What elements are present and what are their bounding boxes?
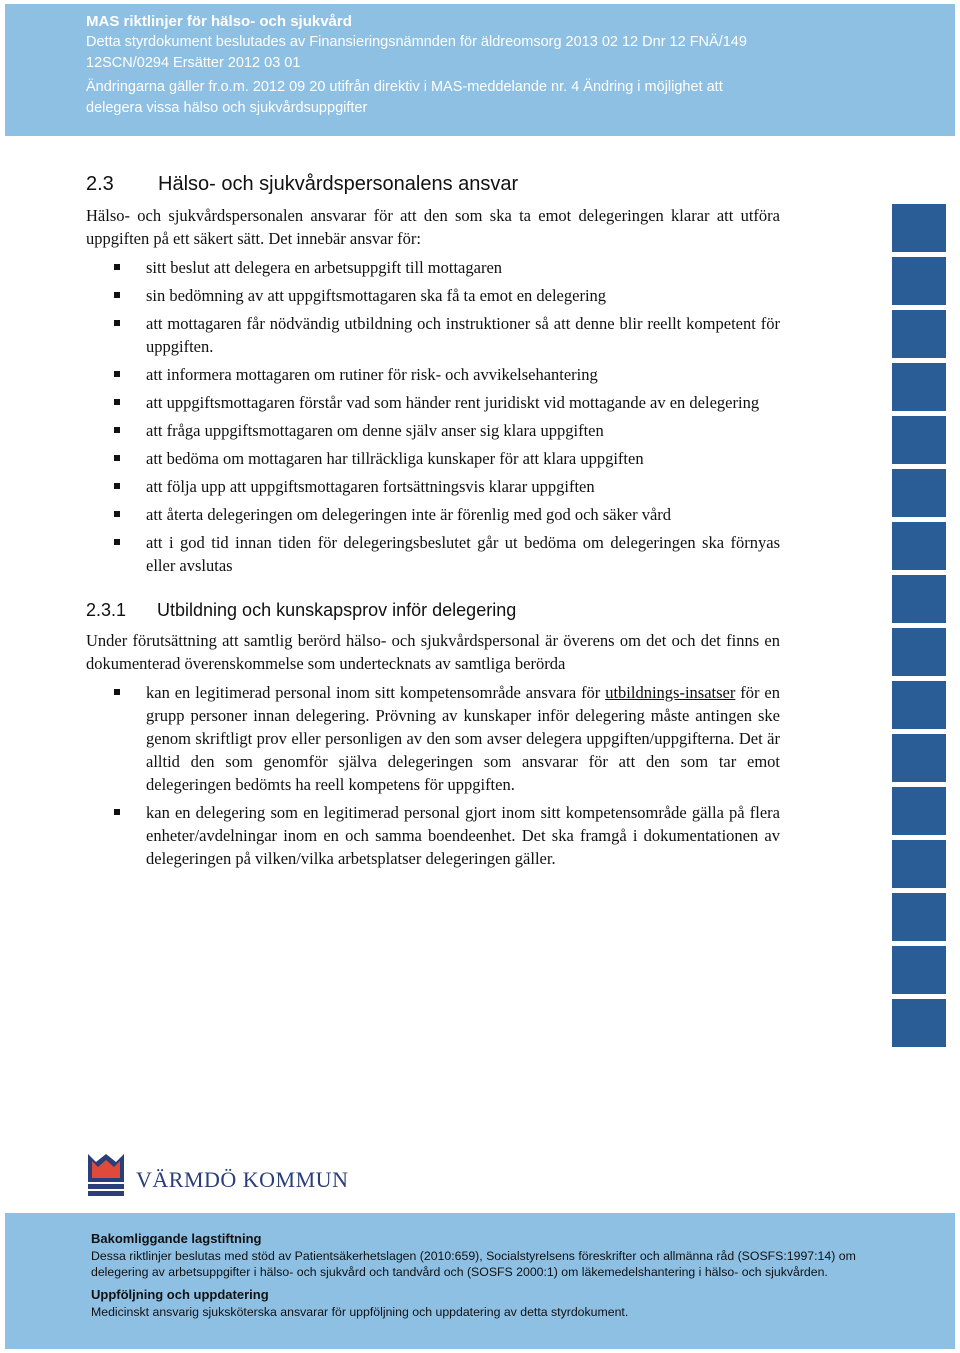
document-footer [5,1213,955,1349]
header-decision-line: Detta styrdokument beslutades av Finansieringsnämnden för äldreomsorg 2013 02 12 Dnr 12 FNÄ/149 [86,34,747,50]
header-title: MAS riktlinjer för hälso- och sjukvård [86,13,352,30]
list-item: att följa upp att uppgiftsmottagaren fortsättningsvis klarar uppgiften [86,475,780,498]
footer-heading-followup: Uppföljning och uppdatering [91,1287,269,1302]
bullet-icon [114,427,120,433]
bullet-icon [114,320,120,326]
document-header [5,4,955,136]
bullet-icon [114,689,120,695]
header-change-line-2: delegera vissa hälso och sjukvårdsuppgifter [86,100,368,116]
training-link[interactable]: utbildnings-insatser [605,683,736,702]
list-item: kan en delegering som en legitimerad personal gjort inom sitt kompetensområde gälla på flera enheter/avdelningar inom en och samma boendeenhet. Det ska framgå i dokumentationen av delegeringen på vilken/vilka arbetsplatser delegeringen gäller. [86,801,780,870]
bullet-icon [114,483,120,489]
bullet-icon [114,292,120,298]
bullet-icon [114,371,120,377]
list-item: sin bedömning av att uppgiftsmottagaren ska få ta emot en delegering [86,284,780,307]
subsection-title: Utbildning och kunskapsprov inför delegering [157,600,517,620]
side-decoration [892,204,946,1054]
footer-heading-legislation: Bakomliggande lagstiftning [91,1231,262,1246]
list-item: att uppgiftsmottagaren förstår vad som händer rent juridiskt vid mottagande av en delegering [86,391,780,414]
municipality-logo [86,1152,348,1198]
logo-text: VÄRMDÖ KOMMUN [136,1167,349,1192]
list-item: att mottagaren får nödvändig utbildning och instruktioner så att denne blir reellt kompetent för uppgiften. [86,312,780,358]
bullet-icon [114,264,120,270]
main-content [86,170,780,875]
bullet-icon [114,539,120,545]
section-title: Hälso- och sjukvårdspersonalens ansvar [158,173,519,195]
header-replaces-line: 12SCN/0294 Ersätter 2012 03 01 [86,55,301,71]
bullet-icon [114,809,120,815]
list-item: kan en legitimerad personal inom sitt kompetensområde ansvara för utbildnings-insatser för en grupp personer innan delegering. Prövning av kunskaper inför delegering måste antingen ske genom skriftligt prov eller personligen av den som avser delegera uppgiften/uppgifterna. Det är alltid den som genomför själva delegeringen som ansvarar för att den som tar emot delegeringen bedömts ha reell kompetens för uppgiften. [86,681,780,796]
list-item: sitt beslut att delegera en arbetsuppgift till mottagaren [86,256,780,279]
list-item: att återta delegeringen om delegeringen inte är förenlig med god och säker vård [86,503,780,526]
footer-text-followup: Medicinskt ansvarig sjuksköterska ansvarar för uppföljning och uppdatering av detta styrdokument. [91,1305,629,1319]
crown-logo-icon [86,1152,126,1198]
list-item: att informera mottagaren om rutiner för risk- och avvikelsehantering [86,363,780,386]
section-number: 2.3 [86,173,114,195]
responsibility-list [86,256,780,577]
subsection-number: 2.3.1 [86,600,127,620]
list-item: att fråga uppgiftsmottagaren om denne själv anser sig klara uppgiften [86,419,780,442]
section-heading [86,170,780,198]
section-intro: Hälso- och sjukvårdspersonalen ansvarar för att den som ska ta emot delegeringen klarar att utföra uppgiften på ett säkert sätt. Det innebär ansvar för: [86,206,780,248]
list-item: att bedöma om mottagaren har tillräckliga kunskaper för att klara uppgiften [86,447,780,470]
training-list [86,681,780,870]
footer-text-legislation-1: Dessa riktlinjer beslutas med stöd av Patientsäkerhetslagen (2010:659), Socialstyrelsens föreskrifter och allmänna råd (SOSFS:1997:14) om [91,1249,856,1263]
subsection-intro: Under förutsättning att samtlig berörd hälso- och sjukvårdspersonal är överens om det och det finns en dokumenterad överenskommelse som undertecknats av samtliga berörda [86,631,780,673]
bullet-icon [114,511,120,517]
list-item: att i god tid innan tiden för delegeringsbeslutet går ut bedöma om delegeringen ska förnyas eller avslutas [86,531,780,577]
footer-text-legislation-2: delegering av arbetsuppgifter i hälso- och sjukvård och tandvård och (SOSFS 2000:1) om läkemedelshantering i hälso- och sjukvården. [91,1265,828,1279]
subsection-heading [86,597,780,623]
bullet-icon [114,455,120,461]
header-change-line: Ändringarna gäller fr.o.m. 2012 09 20 utifrån direktiv i MAS-meddelande nr. 4 Ändring i möjlighet att [86,79,723,95]
bullet-icon [114,399,120,405]
